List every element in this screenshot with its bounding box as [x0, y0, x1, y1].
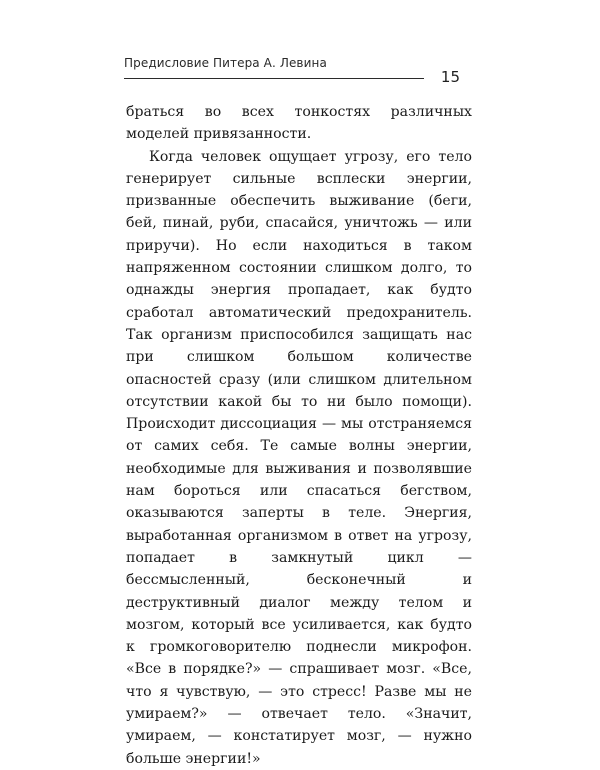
- running-head-title: Предисловие Питера А. Левина: [124, 56, 327, 70]
- paragraph-main: Когда человек ощущает угрозу, его тело генерирует сильные всплески энергии, призванные обеспечить выживание (беги, бей, пинай, руби, спасайся, уничтожь — или приручи). Но если находиться в таком напряженном состоянии слишком долго, то однажды энергия пропадает, как будто сработал автоматический предохранитель. Так организм приспособился защищать нас при слишком большом количестве опасностей сразу (или слишком длительном отсутствии какой бы то ни было помощи). Происходит диссоциация — мы отстраняемся от самих себя. Те самые волны энергии, необходимые для выживания и позволявшие нам бороться или спасаться бегством, оказываются заперты в теле. Энергия, выработанная организмом в ответ на угрозу, попадает в замкнутый цикл — бессмысленный, бесконечный и деструктивный диалог между телом и мозгом, который все усиливается, как будто к громкоговорителю поднесли микрофон. «Все в порядке?» — спрашивает мозг. «Все, что я чувствую, — это стресс! Разве мы не умираем?» — отвечает тело. «Значит, умираем, — констатирует мозг, — нужно больше энергии!»: [126, 148, 472, 767]
- body-text: [126, 101, 472, 770]
- page-number: 15: [440, 68, 460, 86]
- header-rule: [124, 78, 424, 79]
- paragraph-continued: браться во всех тонкостях различных моделей привязанности.: [126, 104, 472, 143]
